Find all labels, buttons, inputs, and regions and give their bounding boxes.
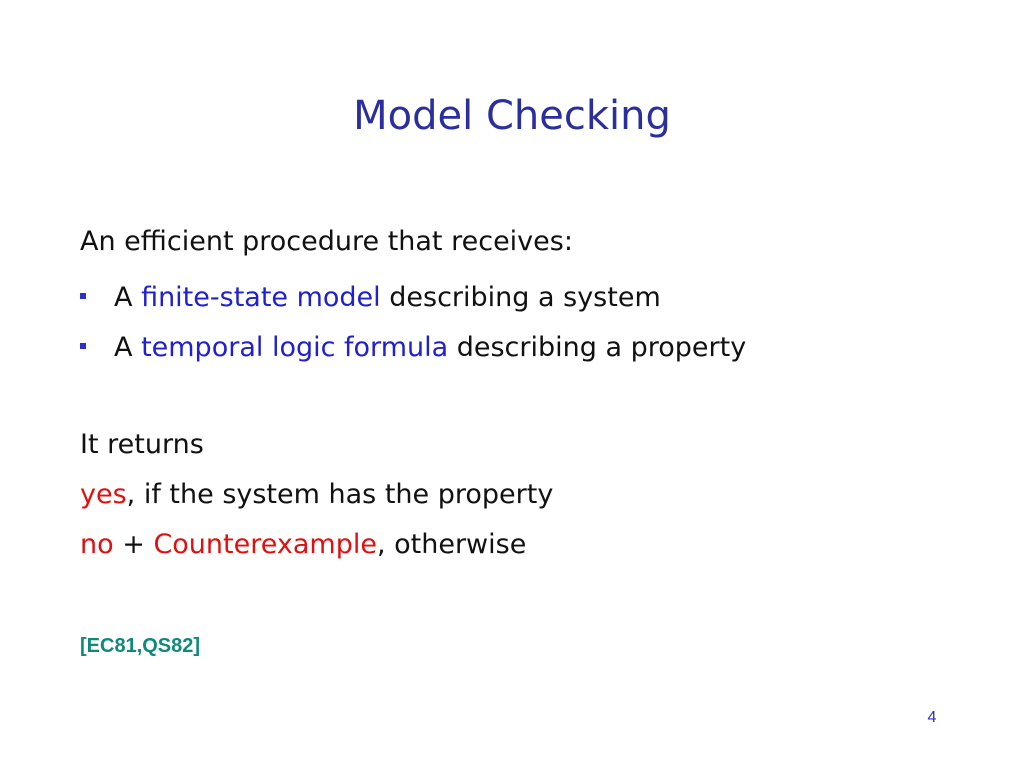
- intro-text: An efficient procedure that receives:: [80, 226, 573, 257]
- citation-reference: [EC81,QS82]: [80, 635, 201, 657]
- returns-heading: It returns: [80, 429, 204, 460]
- slide-title: Model Checking: [353, 93, 671, 139]
- counterexample-keyword: Counterexample: [153, 529, 377, 560]
- no-rest: , otherwise: [376, 529, 527, 560]
- bullet-1-suffix: describing a system: [380, 282, 661, 313]
- bullet-2-suffix: describing a property: [448, 332, 747, 363]
- yes-line: [80, 475, 553, 515]
- bullet-2-prefix: A: [114, 332, 142, 363]
- page-number: 4: [927, 709, 937, 726]
- yes-rest: , if the system has the property: [126, 479, 554, 510]
- bullet-1-highlight: finite-state model: [141, 282, 381, 313]
- bullet-item-2: [80, 328, 746, 368]
- no-plus: +: [113, 529, 154, 560]
- bullet-square-icon: [80, 293, 86, 299]
- bullet-1-prefix: A: [114, 282, 142, 313]
- bullet-2-highlight: temporal logic formula: [141, 332, 449, 363]
- no-line: [80, 525, 526, 565]
- bullet-square-icon: [80, 343, 86, 349]
- no-keyword: no: [80, 529, 114, 560]
- bullet-item-1: [80, 278, 661, 318]
- yes-keyword: yes: [80, 479, 127, 510]
